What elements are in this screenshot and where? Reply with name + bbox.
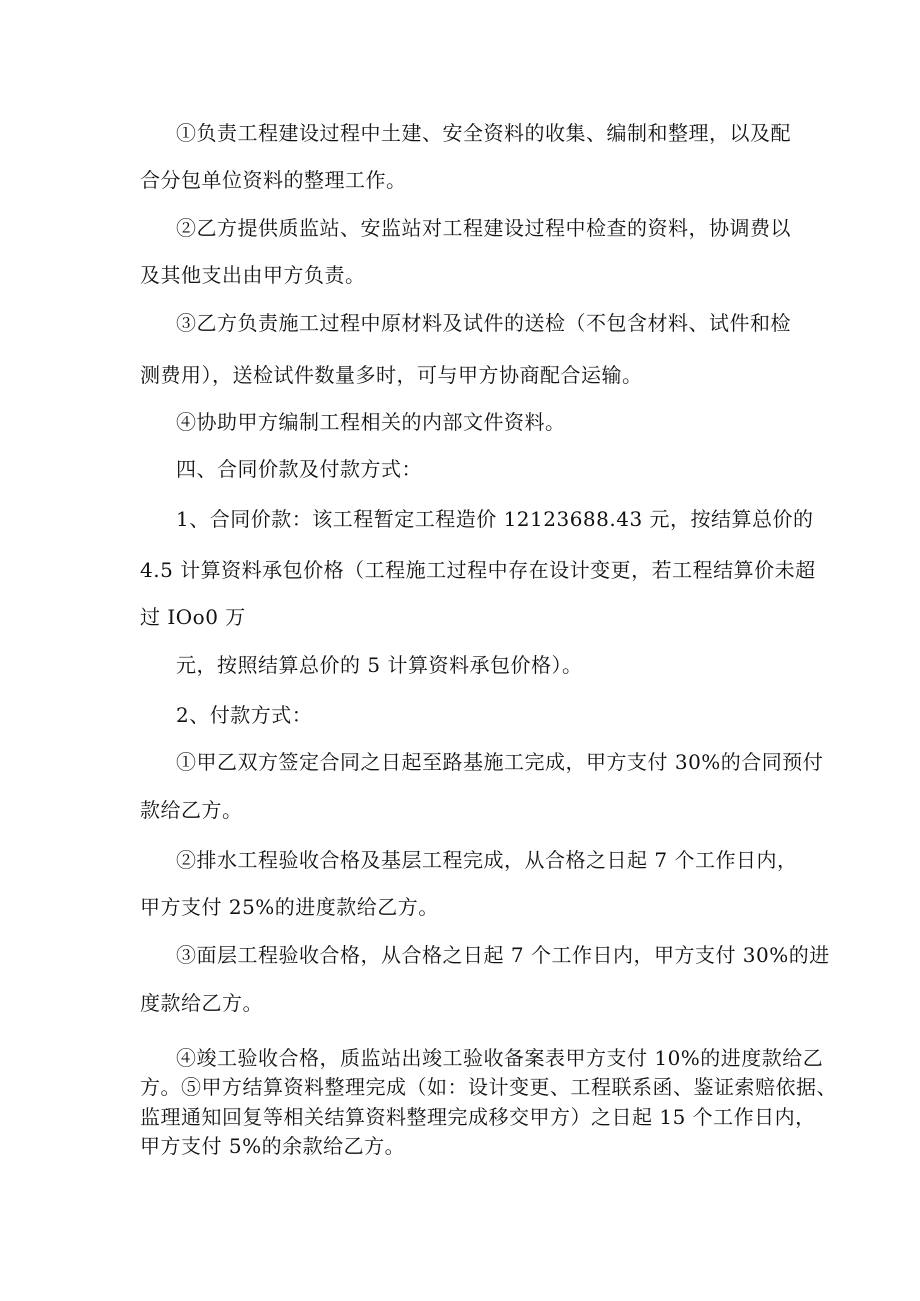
text-line-22: 监理通知回复等相关结算资料整理完成移交甲方）之日起 15 个工作日内， xyxy=(140,1105,816,1129)
text-line-5: ③乙方负责施工过程中原材料及试件的送检（不包含材料、试件和检 xyxy=(176,311,791,335)
text-line-15: 款给乙方。 xyxy=(140,798,243,822)
text-line-9: 1、合同价款：该工程暂定工程造价 12123688.43 元，按结算总价的 xyxy=(176,507,814,531)
text-line-10: 4.5 计算资料承包价格（工程施工过程中存在设计变更，若工程结算价未超 xyxy=(140,558,816,582)
text-line-17: 甲方支付 25%的进度款给乙方。 xyxy=(140,895,439,919)
text-line-7: ④协助甲方编制工程相关的内部文件资料。 xyxy=(176,410,566,434)
section-heading-4: 四、合同价款及付款方式： xyxy=(176,457,422,481)
text-line-18: ③面层工程验收合格，从合格之日起 7 个工作日内，甲方支付 30%的进 xyxy=(176,943,830,967)
text-line-11: 过 IOo0 万 xyxy=(140,605,246,629)
text-line-1: ①负责工程建设过程中土建、安全资料的收集、编制和整理，以及配 xyxy=(176,121,791,145)
text-line-3: ②乙方提供质监站、安监站对工程建设过程中检查的资料，协调费以 xyxy=(176,216,791,240)
text-line-21: 方。⑤甲方结算资料整理完成（如：设计变更、工程联系函、鉴证索赔依据、 xyxy=(140,1075,837,1099)
text-line-16: ②排水工程验收合格及基层工程完成，从合格之日起 7 个工作日内， xyxy=(176,848,798,872)
text-line-13: 2、付款方式： xyxy=(176,703,313,727)
text-line-14: ①甲乙双方签定合同之日起至路基施工完成，甲方支付 30%的合同预付 xyxy=(176,750,824,774)
text-line-19: 度款给乙方。 xyxy=(140,991,263,1015)
text-line-6: 测费用），送检试件数量多时，可与甲方协商配合运输。 xyxy=(140,363,643,387)
text-line-4: 及其他支出由甲方负责。 xyxy=(140,263,366,287)
text-line-2: 合分包单位资料的整理工作。 xyxy=(140,168,407,192)
text-line-12: 元，按照结算总价的 5 计算资料承包价格）。 xyxy=(176,653,583,677)
text-line-23: 甲方支付 5%的余款给乙方。 xyxy=(140,1134,406,1158)
text-line-20: ④竣工验收合格，质监站出竣工验收备案表甲方支付 10%的进度款给乙 xyxy=(176,1046,824,1070)
